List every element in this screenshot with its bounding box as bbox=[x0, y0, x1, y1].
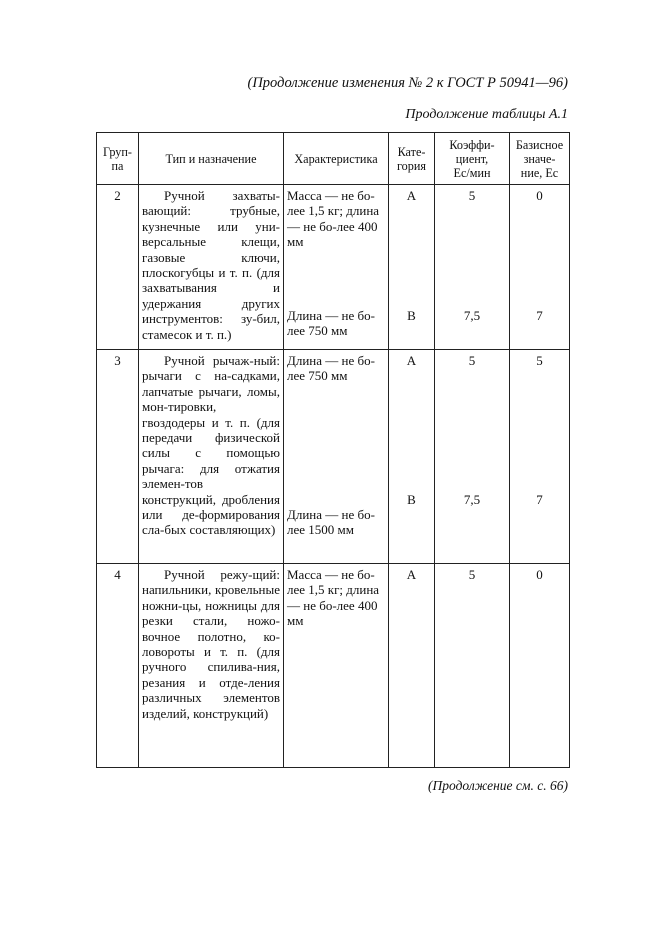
characteristic-b: Длина — не бо-лее 1500 мм bbox=[287, 507, 375, 538]
column-header-group: Груп- па bbox=[97, 133, 139, 185]
table-row bbox=[97, 350, 570, 564]
column-header-base: Базисное значе- ние, Ес bbox=[510, 133, 570, 185]
characteristic-cell bbox=[284, 564, 389, 768]
table-header-row bbox=[97, 133, 570, 185]
characteristic-a: Масса — не бо-лее 1,5 кг; длина — не бо-лее 400 мм bbox=[287, 188, 380, 250]
group-number: 3 bbox=[97, 350, 139, 564]
base-value-a: 5 bbox=[536, 353, 543, 368]
category-b: В bbox=[407, 492, 416, 507]
characteristic-b: Длина — не бо-лее 750 мм bbox=[287, 308, 375, 339]
type-description: Ручной захваты-вающий: трубные, кузнечные или уни-версальные клещи, газовые ключи, плоскогубцы и т. п. (для захватывания и удержания других инструментов: зу-бил, стамесок и т. п.) bbox=[139, 185, 284, 350]
base-value-b: 7 bbox=[536, 308, 543, 323]
coefficient-a: 5 bbox=[468, 353, 476, 368]
base-value-cell bbox=[510, 185, 570, 350]
amendment-continuation-header: (Продолжение изменения № 2 к ГОСТ Р 50941—96) bbox=[247, 75, 568, 91]
table-row bbox=[97, 185, 570, 350]
group-number: 4 bbox=[97, 564, 139, 768]
coefficient-b: 7,5 bbox=[463, 492, 481, 507]
table-continuation-label: Продолжение таблицы А.1 bbox=[405, 107, 568, 122]
category-cell bbox=[389, 350, 435, 564]
type-description: Ручной режу-щий: напильники, кровельные ножни-цы, ножницы для резки стали, ножо-вочное полотно, ко-ловороты и т. п. (для ручного спилива-ния, резания и отде-ления различных элементов изделий, конструкций) bbox=[139, 564, 284, 768]
coefficient-a: 5 bbox=[468, 188, 476, 203]
characteristic-cell bbox=[284, 185, 389, 350]
category-a: А bbox=[406, 353, 417, 368]
characteristic-a: Длина — не бо-лее 750 мм bbox=[287, 353, 375, 384]
coefficient-cell bbox=[435, 185, 510, 350]
column-header-type: Тип и назначение bbox=[139, 133, 284, 185]
category-a: А bbox=[406, 188, 417, 203]
table-row bbox=[97, 564, 570, 768]
coefficient-cell bbox=[435, 564, 510, 768]
base-value-cell bbox=[510, 564, 570, 768]
base-value-b: 7 bbox=[536, 492, 543, 507]
base-value-a: 0 bbox=[536, 567, 543, 582]
coefficient-cell bbox=[435, 350, 510, 564]
column-header-coefficient: Коэффи- циент, Ес/мин bbox=[435, 133, 510, 185]
category-b: В bbox=[407, 308, 416, 323]
characteristic-a: Масса — не бо-лее 1,5 кг; длина — не бо-лее 400 мм bbox=[287, 567, 380, 629]
base-value-a: 0 bbox=[536, 188, 543, 203]
category-a: А bbox=[406, 567, 417, 582]
tool-classification-table bbox=[96, 132, 570, 768]
category-cell bbox=[389, 564, 435, 768]
coefficient-b: 7,5 bbox=[463, 308, 481, 323]
coefficient-a: 5 bbox=[468, 567, 476, 582]
group-number: 2 bbox=[97, 185, 139, 350]
page-continuation-footer: (Продолжение см. с. 66) bbox=[428, 778, 568, 793]
characteristic-cell bbox=[284, 350, 389, 564]
column-header-characteristic: Характеристика bbox=[284, 133, 389, 185]
category-cell bbox=[389, 185, 435, 350]
type-description: Ручной рычаж-ный: рычаги с на-садками, лапчатые рычаги, ломы, мон-тировки, гвоздодеры и т. п. (для передачи физической силы с помощью рычага: для отжатия элемен-тов конструкций, дробления или де-формирования сла-бых составляющих) bbox=[139, 350, 284, 564]
base-value-cell bbox=[510, 350, 570, 564]
column-header-category: Кате- гория bbox=[389, 133, 435, 185]
